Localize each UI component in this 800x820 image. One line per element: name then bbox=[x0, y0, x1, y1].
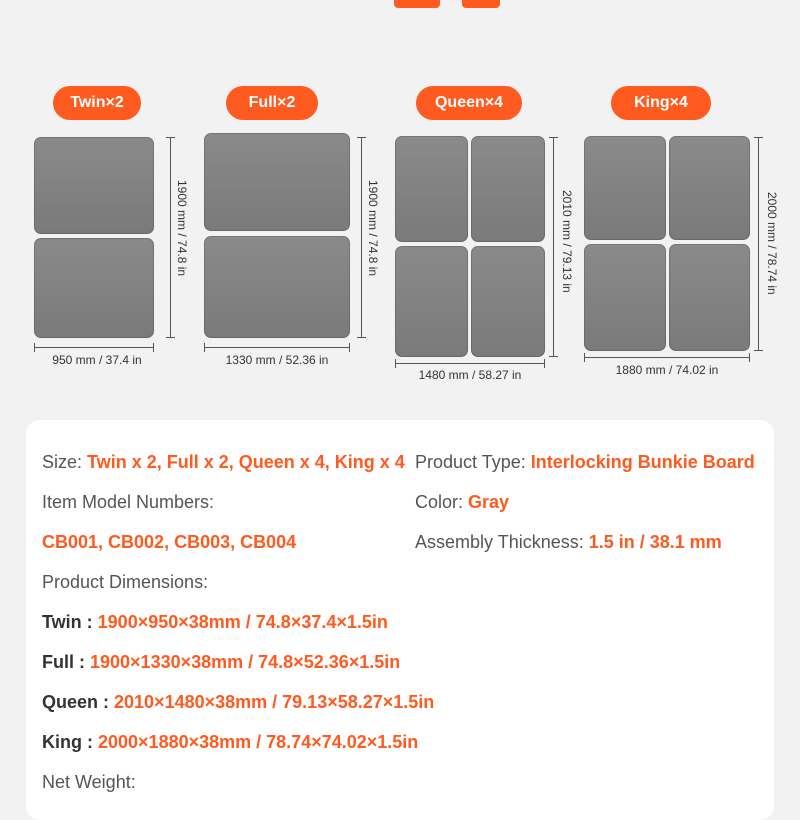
spec-queen-value: 2010×1480×38mm / 79.13×58.27×1.5in bbox=[114, 692, 435, 712]
spec-model-label: Item Model Numbers: bbox=[42, 492, 215, 512]
specs-card bbox=[26, 420, 774, 820]
queen-height-label: 2010 mm / 79.13 in bbox=[560, 190, 574, 293]
twin-width-dimension bbox=[34, 347, 154, 348]
spec-thickness-label: Assembly Thickness: bbox=[415, 532, 589, 552]
spec-twin-label: Twin : bbox=[42, 612, 98, 632]
spec-twin-dim bbox=[42, 612, 388, 633]
spec-size-value: Twin x 2, Full x 2, Queen x 4, King x 4 bbox=[87, 452, 405, 472]
full-width-label: 1330 mm / 52.36 in bbox=[225, 353, 329, 367]
full-height-label: 1900 mm / 74.8 in bbox=[366, 180, 380, 277]
twin-width-label: 950 mm / 37.4 in bbox=[52, 353, 142, 367]
spec-full-label: Full : bbox=[42, 652, 90, 672]
king-board-tl bbox=[584, 136, 666, 240]
spec-color-value: Gray bbox=[468, 492, 510, 512]
header-sliver bbox=[0, 0, 800, 20]
queen-width-dimension bbox=[395, 363, 545, 364]
queen-board-tl bbox=[395, 136, 468, 242]
king-board-br bbox=[669, 244, 750, 351]
queen-board-br bbox=[471, 246, 545, 357]
badge-king: King×4 bbox=[611, 86, 711, 120]
full-width-dimension bbox=[204, 347, 350, 348]
spec-full-dim bbox=[42, 652, 400, 673]
spec-queen-label: Queen : bbox=[42, 692, 115, 712]
twin-height-dimension bbox=[170, 137, 171, 338]
king-board-tr bbox=[669, 136, 750, 240]
badge-full: Full×2 bbox=[226, 86, 318, 120]
badge-queen: Queen×4 bbox=[416, 86, 522, 120]
spec-thickness bbox=[415, 532, 722, 553]
queen-height-dimension bbox=[553, 137, 554, 357]
king-width-dimension bbox=[584, 357, 750, 358]
queen-board-bl bbox=[395, 246, 468, 357]
king-height-dimension bbox=[758, 137, 759, 351]
spec-king-value: 2000×1880×38mm / 78.74×74.02×1.5in bbox=[98, 732, 419, 752]
full-board-top bbox=[204, 133, 350, 231]
header-fragment bbox=[462, 0, 500, 8]
spec-queen-dim bbox=[42, 692, 434, 713]
spec-color-label: Color: bbox=[415, 492, 469, 512]
spec-king-dim bbox=[42, 732, 418, 753]
king-height-label: 2000 mm / 78.74 in bbox=[765, 192, 779, 295]
badge-twin: Twin×2 bbox=[53, 86, 141, 120]
spec-full-value: 1900×1330×38mm / 74.8×52.36×1.5in bbox=[90, 652, 401, 672]
twin-board-top bbox=[34, 137, 154, 234]
spec-type bbox=[415, 452, 755, 473]
spec-king-label: King : bbox=[42, 732, 98, 752]
spec-model-value: CB001, CB002, CB003, CB004 bbox=[42, 532, 297, 552]
king-board-bl bbox=[584, 244, 666, 351]
spec-thickness-value: 1.5 in / 38.1 mm bbox=[588, 532, 722, 552]
queen-width-label: 1480 mm / 58.27 in bbox=[418, 368, 522, 382]
spec-size bbox=[42, 452, 405, 473]
spec-type-value: Interlocking Bunkie Board bbox=[530, 452, 755, 472]
spec-dimensions-label: Product Dimensions: bbox=[42, 572, 209, 592]
header-fragment bbox=[394, 0, 440, 8]
twin-height-label: 1900 mm / 74.8 in bbox=[175, 180, 189, 277]
spec-weight-label: Net Weight: bbox=[42, 772, 136, 792]
king-width-label: 1880 mm / 74.02 in bbox=[615, 363, 719, 377]
spec-size-label: Size: bbox=[42, 452, 88, 472]
spec-type-label: Product Type: bbox=[415, 452, 531, 472]
spec-twin-value: 1900×950×38mm / 74.8×37.4×1.5in bbox=[97, 612, 388, 632]
full-board-bottom bbox=[204, 236, 350, 338]
full-height-dimension bbox=[361, 137, 362, 338]
queen-board-tr bbox=[471, 136, 545, 242]
spec-color bbox=[415, 492, 509, 513]
twin-board-bottom bbox=[34, 238, 154, 338]
